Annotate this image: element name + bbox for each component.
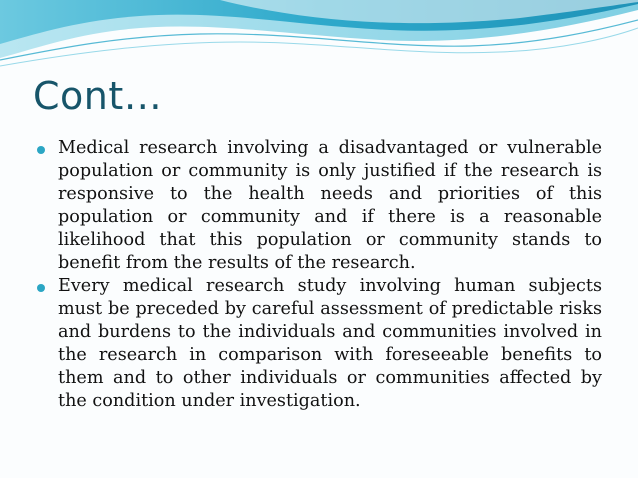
- bullet-text: Medical research involving a disadvantaged or vulnerable population or community is only justified if the research is responsive to the health needs and priorities of this population or community and if there is a reasonable likelihood that this population or community stands to benefit from the results of the research.: [58, 138, 602, 273]
- slide-title: Cont…: [33, 74, 163, 118]
- bullet-list: [36, 137, 602, 413]
- circle-bullet-icon: [37, 284, 45, 292]
- circle-bullet-icon: [37, 146, 45, 154]
- bullet-item: [36, 137, 602, 275]
- bullet-item: [36, 275, 602, 413]
- bullet-text: Every medical research study involving human subjects must be preceded by careful assessment of predictable risks and burdens to the individuals and communities involved in the research in comparison with foreseeable benefits to them and to other individuals or communities affected by the condition under investigation.: [58, 276, 602, 411]
